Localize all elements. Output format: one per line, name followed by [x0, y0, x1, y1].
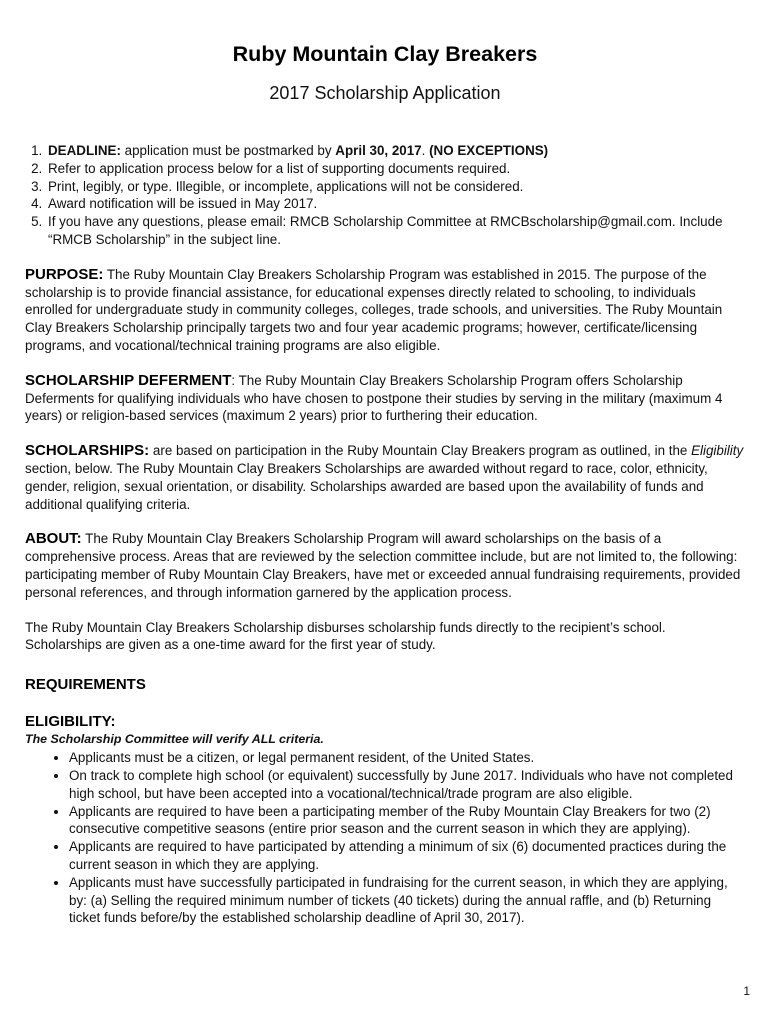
instruction-contact: 5. If you have any questions, please email: RMCB Scholarship Committee at RMCBscholarship@gmail.com. Include “RMCB Scholarship” in the subject line. [46, 213, 745, 249]
criteria-item: • Applicants must have successfully participated in fundraising for the current season, in which they are applying, by: (a) Selling the required minimum number of tickets (40 tickets) during the annual raffle, and (b) Returning ticket funds before/by the established scholarship deadline of April 30, 2017). [69, 874, 745, 927]
instruction-deadline: 1. DEADLINE: application must be postmarked by April 30, 2017. (NO EXCEPTIONS) [46, 142, 745, 160]
purpose-label: PURPOSE: [25, 265, 104, 283]
criteria-item: • Applicants are required to have participated by attending a minimum of six (6) documented practices during the current season in which they are applying. [69, 838, 745, 874]
instruction-item: 4. Award notification will be issued in May 2017. [46, 195, 745, 213]
requirements-heading: REQUIREMENTS [25, 676, 146, 694]
deferment-label: SCHOLARSHIP DEFERMENT [25, 371, 232, 389]
eligibility-criteria-list [25, 749, 745, 927]
document-subtitle: 2017 Scholarship Application [269, 83, 501, 103]
scholarships-label: SCHOLARSHIPS: [25, 442, 150, 460]
disbursement-paragraph: The Ruby Mountain Clay Breakers Scholarship disburses scholarship funds directly to the recipient’s school. Scholarships are given as a one-time award for the first year of study. [25, 619, 666, 653]
deferment-paragraph: SCHOLARSHIP DEFERMENT: The Ruby Mountain Clay Breakers Scholarship Program offers Scholarship Deferments for qualifying individuals who have chosen to postpone their studies by serving in the military (maximum 4 years) or religion-based services (maximum 2 years) prior to furthering their education. [25, 371, 723, 424]
email-text: RMCBscholarship@gmail.com [490, 214, 672, 230]
eligibility-heading: ELIGIBILITY: [25, 713, 116, 731]
criteria-item: • Applicants are required to have been a participating member of the Ruby Mountain Clay Breakers for two (2) consecutive competitive seasons (entire prior season and the current season in which they are applying). [69, 803, 745, 839]
about-label: ABOUT: [25, 530, 82, 548]
deadline-text: application must be postmarked by [120, 143, 336, 158]
criteria-item: • On track to complete high school (or equivalent) successfully by June 2017. Individuals who have not completed high school, but have been accepted into a vocational/technical/trade program are also eligible. [69, 767, 745, 803]
page-number: 1 [743, 984, 750, 998]
deadline-date: April 30, 2017 [335, 143, 422, 158]
instruction-item: 3. Print, legibly, or type. Illegible, or incomplete, applications will not be considered. [46, 178, 745, 196]
purpose-paragraph: PURPOSE: The Ruby Mountain Clay Breakers Scholarship Program was established in 2015. The purpose of the scholarship is to provide financial assistance, for educational expenses directly related to schooling, to individuals enrolled for undergraduate study in community colleges, colleges, trade schools, and universities. The Ruby Mountain Clay Breakers Scholarship principally targets two and four year academic programs; however, certificate/licensing programs, and vocational/technical training programs are also eligible. [25, 265, 723, 353]
criteria-item: • Applicants must be a citizen, or legal permanent resident, of the United States. [69, 749, 745, 767]
eligibility-reference: Eligibility [691, 443, 744, 459]
no-exceptions-text: (NO EXCEPTIONS) [429, 143, 549, 158]
about-paragraph: ABOUT: The Ruby Mountain Clay Breakers Scholarship Program will award scholarships on the basis of a comprehensive process. Areas that are reviewed by the selection committee include, but are not limited to, the following: participating member of Ruby Mountain Clay Breakers, have met or exceeded annual fundraising requirements, provided personal references, and through information garnered by the application process. [25, 530, 741, 600]
scholarships-paragraph: SCHOLARSHIPS: are based on participation in the Ruby Mountain Clay Breakers program as outlined, in the Eligibility section, below. The Ruby Mountain Clay Breakers Scholarships are awarded without regard to race, color, ethnicity, gender, religion, sexual orientation, or disability. Scholarships awarded are based upon the availability of funds and additional qualifying criteria. [25, 442, 744, 512]
document-title: Ruby Mountain Clay Breakers [232, 42, 538, 66]
eligibility-note: The Scholarship Committee will verify ALL criteria. [25, 732, 324, 747]
instructions-list [25, 142, 745, 249]
instruction-item: 2. Refer to application process below for a list of supporting documents required. [46, 160, 745, 178]
deadline-label: DEADLINE: [48, 143, 121, 158]
